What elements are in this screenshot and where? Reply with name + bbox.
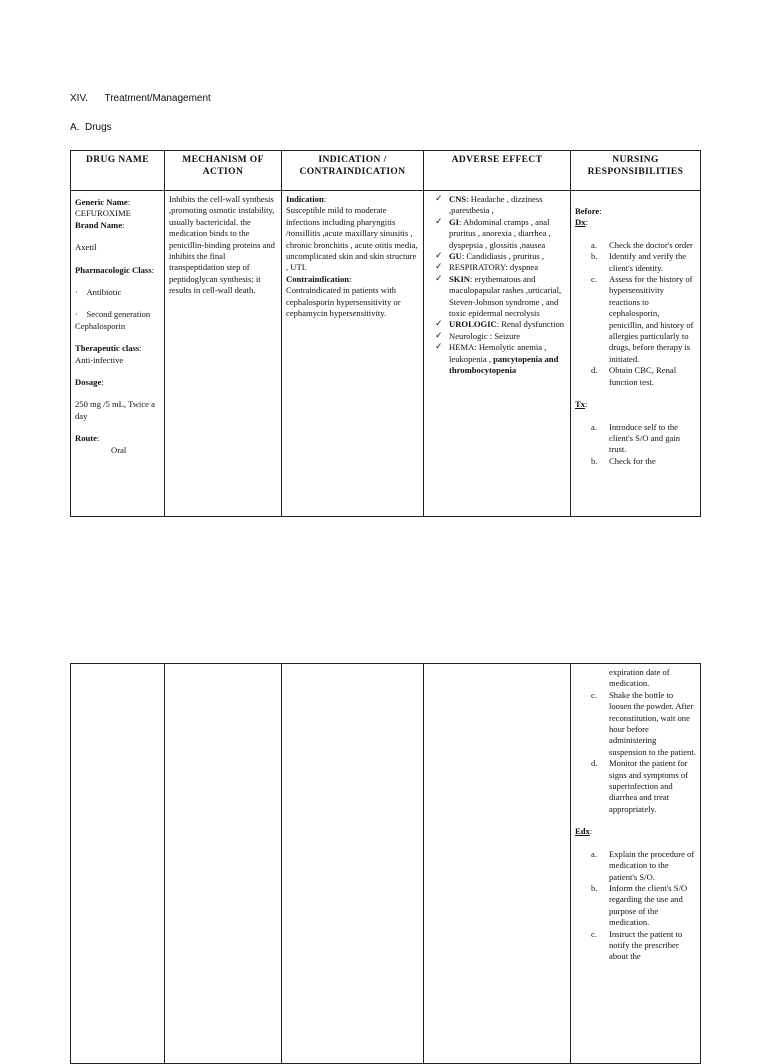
before-label: Before <box>575 206 600 216</box>
indication-cell: Indication: Susceptible mild to moderate infections including pharyngitis /tonsillitis ,acute maxillary sinusitis , chronic bronchitis , acute otitis media, uncomplicated skin and skin structure , UTI. Contraindication: Contraindicated in patients with cephalosporin hypersensitivity or cephamycin hypersensitivity. <box>282 191 424 517</box>
mechanism-cell-continued <box>165 664 282 1064</box>
dx-item: a. Check the doctor's order <box>591 239 693 250</box>
adverse-skin: ✓ SKIN: erythematous and maculopapular rashes ,urticarial, Steven-Johnson syndrome , and toxic epidermal necrolysis <box>449 274 566 320</box>
drug-table-continued <box>70 663 701 1064</box>
drug-table <box>70 150 701 517</box>
nursing-cell-continued: expiration date of medication. c. Shake the bottle to loosen the powder. After reconstitution, wait one hour before administering suspension to the patient. d. Monitor the patient for signs and symptoms of superinfection and diarrhea and treat appropriately. Edx: a. Explain the procedure of medication to the patient's S/O. b. Inform the client's S/O regarding the use and purpose of the medication. c. Instruct the patient to notify the prescriber about the <box>571 664 701 1064</box>
header-mechanism: MECHANISM OF ACTION <box>165 151 282 191</box>
contraindication-label: Contraindication <box>286 273 350 284</box>
drug-name-cell: Generic Name: CEFUROXIME Brand Name: Axetil Pharmacologic Class: · Antibiotic · Second generation Cephalosporin Therapeutic class: Anti-infective Dosage: 250 mg /5 mL, Twice a day Route: Oral <box>71 191 165 517</box>
contraindication-text: Contraindicated in patients with cephalosporin hypersensitivity or cephamycin hypersensitivity. <box>286 285 401 319</box>
subsection-title: A. Drugs <box>70 122 112 133</box>
tx-list-continued <box>575 690 696 815</box>
edx-label: Edx <box>575 826 590 837</box>
header-nursing: NURSING RESPONSIBILITIES <box>571 151 701 191</box>
therapeutic-class-label: Therapeutic class <box>75 343 140 354</box>
generic-name-value: CEFUROXIME <box>75 208 131 219</box>
adverse-gi: ✓ GI: Abdominal cramps , anal pruritus , anorexia , diarrhea , dyspepsia , glossitis ,nausea <box>449 217 566 251</box>
tx-item: b. Check for the <box>591 455 656 466</box>
section-title: XIV. Treatment/Management <box>70 93 211 104</box>
header-drug-name: DRUG NAME <box>71 151 165 191</box>
adverse-hema: ✓ HEMA: Hemolytic anemia , leukopenia , pancytopenia and thrombocytopenia <box>449 342 566 376</box>
pharmacologic-class-item: · Antibiotic <box>75 287 122 298</box>
dosage-value: 250 mg /5 mL, Twice a day <box>75 399 155 421</box>
dx-label: Dx <box>575 217 586 228</box>
pharmacologic-class-item: · Second generation Cephalosporin <box>75 309 151 331</box>
generic-name-label: Generic Name <box>75 197 128 207</box>
edx-list <box>575 849 696 963</box>
indication-cell-continued <box>282 664 424 1064</box>
dx-item: d. Obtain CBC, Renal function test. <box>591 365 677 387</box>
route-value: Oral <box>111 444 127 455</box>
drug-name-cell-continued <box>71 664 165 1064</box>
pharmacologic-class-label: Pharmacologic Class <box>75 264 152 275</box>
nursing-cell: Before: Dx: a. Check the doctor's order b. Identify and verify the client's identity. c. Assess for the history of hypersensitivity reactions to cephalosporin, penicillin, and history of allergies particularly to drugs, before therapy is initiated. d. Obtain CBC, Renal function test. Tx: a. Introduce self to the client's S/O and gain trust. b. Check for the <box>571 191 701 517</box>
indication-label: Indication <box>286 194 324 204</box>
tx-label: Tx <box>575 399 586 410</box>
tx-item: a. Introduce self to the client's S/O and gain trust. <box>591 421 681 455</box>
adverse-gu: ✓ GU: Candidiasis , pruritus , <box>449 251 566 262</box>
continued-row <box>71 664 701 1064</box>
tx-item: c. Shake the bottle to loosen the powder. After reconstitution, wait one hour before administering suspension to the patient. <box>591 689 696 757</box>
edx-item: a. Explain the procedure of medication to the patient's S/O. <box>591 848 695 882</box>
tx-item-b-continued: expiration date of medication. <box>609 667 670 689</box>
route-label: Route <box>75 433 97 444</box>
adverse-effect-cell <box>424 191 571 517</box>
header-adverse-effect: ADVERSE EFFECT <box>424 151 571 191</box>
brand-name-label: Brand Name <box>75 219 123 230</box>
indication-text: Susceptible mild to moderate infections including pharyngitis /tonsillitis ,acute maxillary sinusitis , chronic bronchitis , acute otitis media, uncomplicated skin and skin structure , UTI. <box>286 205 418 273</box>
adverse-urologic: ✓ UROLOGIC: Renal dysfunction <box>449 319 566 330</box>
edx-item: b. Inform the client's S/O regarding the use and purpose of the medication. <box>591 882 688 928</box>
drug-row <box>71 191 701 517</box>
adverse-effect-cell-continued <box>424 664 571 1064</box>
dx-item: b. Identify and verify the client's identity. <box>591 251 687 273</box>
header-row <box>71 151 701 191</box>
mechanism-text: Inhibits the cell-wall synthesis ,promoting osmotic instability, usually bactericidal. the medication binds to the penicillin-binding proteins and inhibits the final transpeptidation step of peptidoglycan synthesis; it results in cell-wall death. <box>169 194 275 296</box>
therapeutic-class-value: Anti-infective <box>75 354 124 365</box>
tx-list <box>575 422 696 468</box>
mechanism-cell <box>165 191 282 517</box>
adverse-cns: ✓ CNS: Headache , dizziness ,paresthesia , <box>449 194 566 217</box>
dx-list <box>575 240 696 388</box>
adverse-respiratory: ✓ RESPIRATORY: dyspnea <box>449 262 566 273</box>
edx-item: c. Instruct the patient to notify the prescriber about the <box>591 928 683 962</box>
header-indication: INDICATION / CONTRAINDICATION <box>282 151 424 191</box>
adverse-neurologic: ✓ Neurologic : Seizure <box>449 331 566 342</box>
brand-name-value: Axetil <box>75 242 97 253</box>
tx-item: d. Monitor the patient for signs and symptoms of superinfection and diarrhea and treat appropriately. <box>591 758 689 814</box>
dx-item: c. Assess for the history of hypersensitivity reactions to cephalosporin, penicillin, and history of allergies particularly to drugs, before therapy is initiated. <box>591 274 694 364</box>
adverse-effect-list <box>428 194 566 377</box>
dosage-label: Dosage <box>75 377 102 388</box>
